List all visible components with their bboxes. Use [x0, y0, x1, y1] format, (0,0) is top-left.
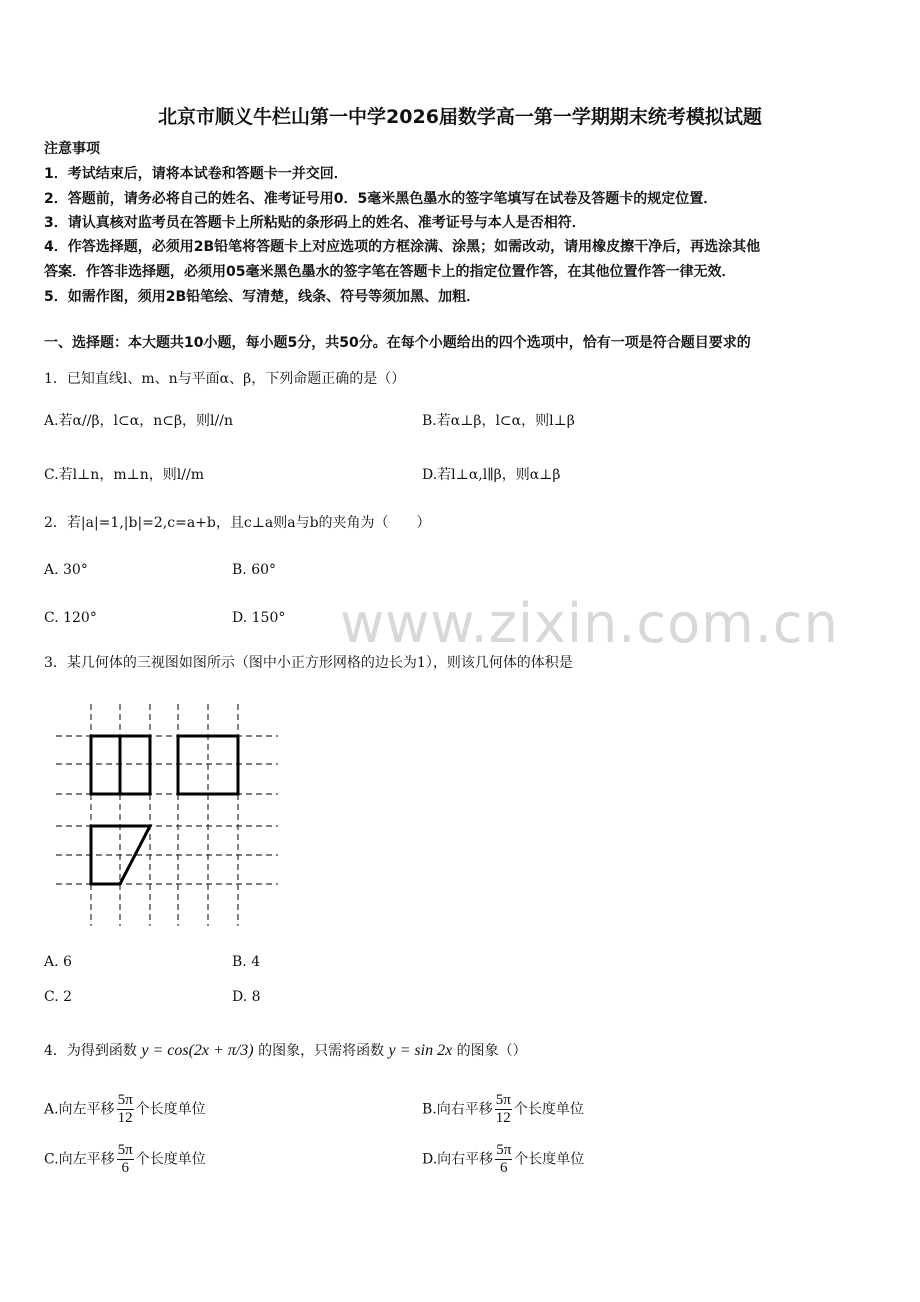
q4-option-a: [44, 1092, 206, 1127]
notice-item: 2．答题前，请务必将自己的姓名、准考证号用0．5毫米黑色墨水的签字笔填写在试卷及答题卡的规定位置．: [44, 191, 718, 207]
q1-option-c: C.若l⊥n，m⊥n，则l//m: [44, 467, 204, 483]
option-label: B.向右平移: [422, 1101, 493, 1118]
option-unit: 个长度单位: [135, 1101, 206, 1118]
watermark: www.zixin.com.cn: [340, 592, 839, 655]
option-label: C.向左平移: [44, 1151, 115, 1168]
section-heading: 一、选择题：本大题共10小题，每小题5分，共50分。在每个小题给出的四个选项中，恰有一项是符合题目要求的: [44, 335, 751, 351]
q4-option-b: [422, 1092, 584, 1127]
q2-option-a: A. 30°: [44, 562, 88, 578]
q3-option-b: B. 4: [232, 954, 261, 970]
q4-stem-mid: 的图象，只需将函数: [258, 1043, 385, 1059]
numerator: 5π: [496, 1142, 512, 1158]
option-label: D.向右平移: [422, 1151, 494, 1168]
q2-option-c: C. 120°: [44, 610, 97, 626]
q4-func2: y = sin 2x: [388, 1042, 453, 1059]
option-label: A.向左平移: [44, 1101, 115, 1118]
three-view-diagram: [50, 700, 285, 930]
q1-stem: 1．已知直线l、m、n与平面α、β，下列命题正确的是（）: [44, 371, 406, 387]
q3-option-a: A. 6: [44, 954, 72, 970]
notice-item: 4．作答选择题，必须用2B铅笔将答题卡上对应选项的方框涂满、涂黑；如需改动，请用橡皮擦干净后，再选涂其他: [44, 239, 761, 255]
fraction: [495, 1092, 512, 1127]
q4-func1: y = cos(2x + π/3): [141, 1042, 254, 1059]
q4-stem-prefix: 4．为得到函数: [44, 1043, 137, 1059]
fraction: [495, 1142, 512, 1177]
q4-option-d: [422, 1142, 584, 1177]
q4-stem: [44, 1040, 527, 1060]
option-unit: 个长度单位: [135, 1151, 206, 1168]
q3-option-c: C. 2: [44, 989, 73, 1005]
numerator: 5π: [117, 1092, 133, 1108]
fraction: [117, 1092, 134, 1127]
q2-option-b: B. 60°: [232, 562, 277, 578]
denominator: 12: [495, 1110, 511, 1126]
q2-stem: 2．若|a|=1,|b|=2,c=a+b，且c⊥a则a与b的夹角为（ ）: [44, 515, 431, 531]
denominator: 6: [499, 1160, 508, 1176]
notice-item: 5．如需作图，须用2B铅笔绘、写清楚，线条、符号等须加黑、加粗．: [44, 289, 481, 305]
notice-item: 1．考试结束后，请将本试卷和答题卡一并交回．: [44, 166, 348, 182]
numerator: 5π: [495, 1092, 511, 1108]
q1-option-a: A.若α//β，l⊂α，n⊂β，则l//n: [44, 413, 233, 429]
q1-option-d: D.若l⊥α,l∥β，则α⊥β: [422, 467, 561, 483]
q4-option-c: [44, 1142, 206, 1177]
q3-option-d: D. 8: [232, 989, 261, 1005]
notice-item: 答案．作答非选择题，必须用05毫米黑色墨水的签字笔在答题卡上的指定位置作答，在其他位置作答一律无效．: [44, 264, 736, 280]
q1-option-b: B.若α⊥β，l⊂α，则l⊥β: [422, 413, 575, 429]
denominator: 12: [117, 1110, 133, 1126]
q3-stem: 3．某几何体的三视图如图所示（图中小正方形网格的边长为1），则该几何体的体积是: [44, 655, 573, 671]
page-title: 北京市顺义牛栏山第一中学2026届数学高一第一学期期末统考模拟试题: [158, 106, 762, 128]
fraction: [117, 1142, 134, 1177]
q2-option-d: D. 150°: [232, 610, 286, 626]
notice-heading: 注意事项: [44, 141, 100, 157]
q4-stem-suffix: 的图象（）: [456, 1043, 527, 1059]
numerator: 5π: [117, 1142, 133, 1158]
denominator: 6: [121, 1160, 129, 1176]
grid-lines: [56, 704, 278, 926]
notice-item: 3．请认真核对监考员在答题卡上所粘贴的条形码上的姓名、准考证号与本人是否相符．: [44, 215, 586, 231]
option-unit: 个长度单位: [513, 1101, 584, 1118]
option-unit: 个长度单位: [514, 1151, 585, 1168]
